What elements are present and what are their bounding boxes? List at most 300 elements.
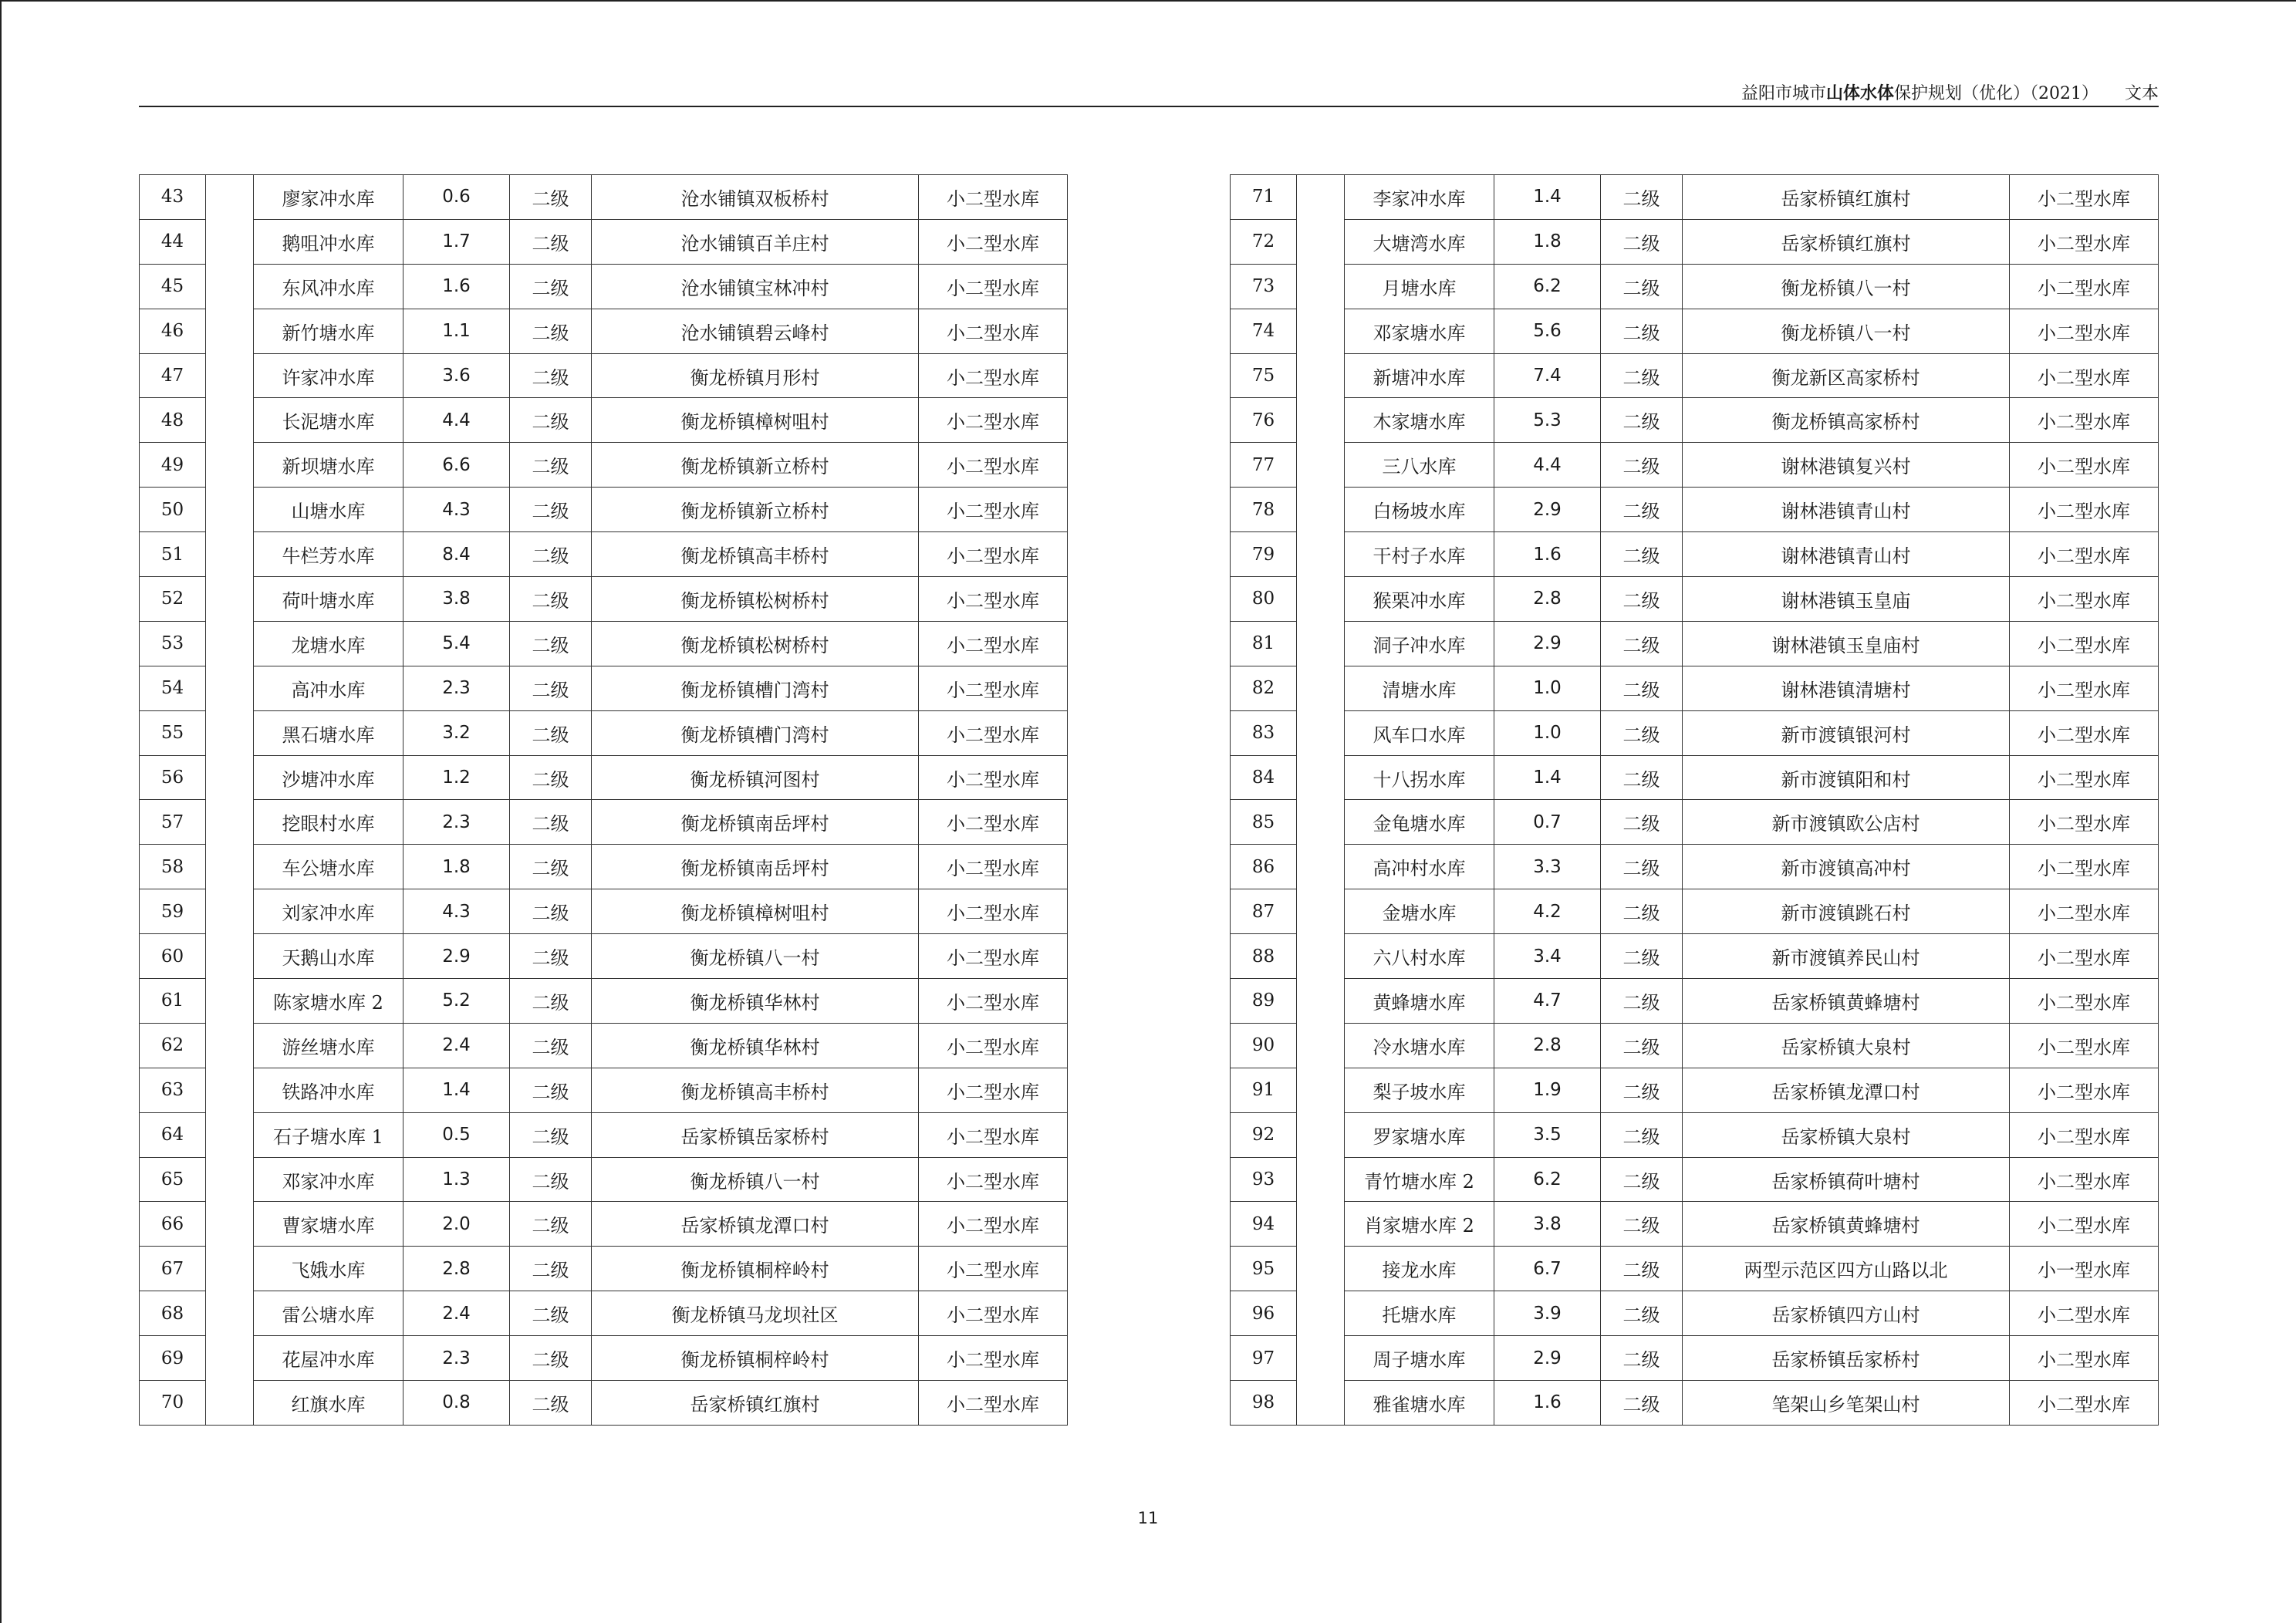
reservoir-name: 金塘水库 [1345,889,1494,934]
table-row [140,1381,1068,1426]
reservoir-type: 小二型水库 [919,1247,1068,1291]
reservoir-type: 小二型水库 [2010,309,2159,353]
row-index: 86 [1231,845,1297,889]
area-value: 6.7 [1494,1247,1601,1291]
reservoir-type: 小二型水库 [919,755,1068,800]
blank-cell [1297,845,1345,889]
reservoir-type: 小二型水库 [2010,1068,2159,1112]
reservoir-name: 雅雀塘水库 [1345,1381,1494,1426]
page-number: 11 [1137,1509,1159,1527]
table-row [140,577,1068,622]
area-value: 1.9 [1494,1068,1601,1112]
row-index: 77 [1231,443,1297,488]
table-row [1231,845,2159,889]
area-value: 2.8 [1494,577,1601,622]
row-index: 83 [1231,710,1297,755]
reservoir-name: 牛栏芳水库 [254,532,403,577]
protection-level: 二级 [1601,264,1683,309]
area-value: 2.9 [1494,488,1601,532]
blank-cell [206,621,254,666]
location: 新市渡镇阳和村 [1683,755,2010,800]
protection-level: 二级 [510,1157,592,1202]
row-index: 82 [1231,666,1297,710]
blank-cell [206,219,254,264]
location: 衡龙桥镇月形村 [592,353,919,398]
area-value: 1.8 [403,845,510,889]
area-value: 2.3 [403,666,510,710]
table-row [140,666,1068,710]
reservoir-name: 黄蜂塘水库 [1345,979,1494,1024]
reservoir-type: 小一型水库 [2010,1247,2159,1291]
reservoir-type: 小二型水库 [2010,1112,2159,1157]
reservoir-type: 小二型水库 [919,175,1068,220]
reservoir-type: 小二型水库 [919,845,1068,889]
row-index: 94 [1231,1202,1297,1247]
reservoir-type: 小二型水库 [919,532,1068,577]
table-row [140,934,1068,979]
blank-cell [1297,577,1345,622]
reservoir-type: 小二型水库 [919,710,1068,755]
table-row [1231,755,2159,800]
area-value: 5.2 [403,979,510,1024]
location: 衡龙桥镇槽门湾村 [592,710,919,755]
reservoir-type: 小二型水库 [919,1068,1068,1112]
blank-cell [206,979,254,1024]
reservoir-type: 小二型水库 [2010,1291,2159,1336]
row-index: 73 [1231,264,1297,309]
reservoir-name: 新塘冲水库 [1345,353,1494,398]
reservoir-type: 小二型水库 [919,219,1068,264]
row-index: 89 [1231,979,1297,1024]
reservoir-name: 梨子坡水库 [1345,1068,1494,1112]
reservoir-name: 廖家冲水库 [254,175,403,220]
reservoir-type: 小二型水库 [2010,219,2159,264]
header-title-suffix: 保护规划（优化）（2021） [1893,84,2098,103]
location: 岳家桥镇红旗村 [592,1381,919,1426]
location: 衡龙桥镇松树桥村 [592,577,919,622]
area-value: 4.3 [403,488,510,532]
location: 衡龙桥镇河图村 [592,755,919,800]
reservoir-name: 金龟塘水库 [1345,800,1494,845]
row-index: 64 [140,1112,206,1157]
table-row [1231,264,2159,309]
table-row [140,264,1068,309]
area-value: 3.5 [1494,1112,1601,1157]
location: 衡龙桥镇高家桥村 [1683,398,2010,443]
reservoir-table-left-body [140,175,1068,1426]
location: 谢林港镇玉皇庙 [1683,577,2010,622]
reservoir-name: 邓家塘水库 [1345,309,1494,353]
blank-cell [206,666,254,710]
area-value: 3.9 [1494,1291,1601,1336]
row-index: 76 [1231,398,1297,443]
reservoir-type: 小二型水库 [919,979,1068,1024]
area-value: 5.6 [1494,309,1601,353]
table-row [140,710,1068,755]
location: 岳家桥镇龙潭口村 [592,1202,919,1247]
area-value: 6.2 [1494,264,1601,309]
row-index: 58 [140,845,206,889]
table-row [140,353,1068,398]
reservoir-type: 小二型水库 [2010,845,2159,889]
document-header [139,80,2159,105]
row-index: 50 [140,488,206,532]
table-row [1231,934,2159,979]
table-row [140,1157,1068,1202]
reservoir-name: 冷水塘水库 [1345,1023,1494,1068]
blank-cell [206,264,254,309]
location: 新市渡镇欧公店村 [1683,800,2010,845]
blank-cell [1297,532,1345,577]
reservoir-type: 小二型水库 [2010,621,2159,666]
reservoir-type: 小二型水库 [2010,710,2159,755]
reservoir-name: 大塘湾水库 [1345,219,1494,264]
row-index: 74 [1231,309,1297,353]
row-index: 47 [140,353,206,398]
area-value: 4.2 [1494,889,1601,934]
protection-level: 二级 [510,309,592,353]
area-value: 1.7 [403,219,510,264]
blank-cell [206,1068,254,1112]
location: 岳家桥镇黄蜂塘村 [1683,979,2010,1024]
blank-cell [1297,309,1345,353]
table-row [1231,353,2159,398]
row-index: 97 [1231,1336,1297,1381]
reservoir-name: 车公塘水库 [254,845,403,889]
row-index: 92 [1231,1112,1297,1157]
location: 谢林港镇玉皇庙村 [1683,621,2010,666]
reservoir-name: 石子塘水库 1 [254,1112,403,1157]
table-row [140,532,1068,577]
blank-cell [1297,398,1345,443]
area-value: 1.4 [1494,175,1601,220]
reservoir-name: 铁路冲水库 [254,1068,403,1112]
reservoir-table-left [139,174,1068,1426]
location: 衡龙桥镇新立桥村 [592,488,919,532]
table-row [1231,1157,2159,1202]
protection-level: 二级 [1601,353,1683,398]
protection-level: 二级 [1601,398,1683,443]
row-index: 78 [1231,488,1297,532]
location: 沧水铺镇百羊庄村 [592,219,919,264]
protection-level: 二级 [510,800,592,845]
reservoir-name: 白杨坡水库 [1345,488,1494,532]
reservoir-type: 小二型水库 [919,398,1068,443]
blank-cell [206,175,254,220]
blank-cell [1297,979,1345,1024]
row-index: 51 [140,532,206,577]
table-row [1231,666,2159,710]
row-index: 46 [140,309,206,353]
reservoir-type: 小二型水库 [919,353,1068,398]
reservoir-table-right-body [1231,175,2159,1426]
row-index: 67 [140,1247,206,1291]
row-index: 56 [140,755,206,800]
blank-cell [1297,1202,1345,1247]
protection-level: 二级 [1601,219,1683,264]
table-row [1231,1291,2159,1336]
area-value: 2.8 [1494,1023,1601,1068]
reservoir-name: 荷叶塘水库 [254,577,403,622]
row-index: 53 [140,621,206,666]
table-row [140,621,1068,666]
table-row [140,755,1068,800]
protection-level: 二级 [1601,621,1683,666]
blank-cell [1297,710,1345,755]
location: 谢林港镇青山村 [1683,532,2010,577]
table-row [140,1068,1068,1112]
location: 新市渡镇养民山村 [1683,934,2010,979]
reservoir-name: 高冲村水库 [1345,845,1494,889]
protection-level: 二级 [510,889,592,934]
reservoir-name: 新坝塘水库 [254,443,403,488]
row-index: 66 [140,1202,206,1247]
reservoir-type: 小二型水库 [2010,800,2159,845]
reservoir-name: 肖家塘水库 2 [1345,1202,1494,1247]
reservoir-type: 小二型水库 [2010,532,2159,577]
protection-level: 二级 [510,443,592,488]
blank-cell [206,1247,254,1291]
location: 衡龙桥镇高丰桥村 [592,1068,919,1112]
table-row [1231,621,2159,666]
protection-level: 二级 [510,219,592,264]
table-row [140,889,1068,934]
reservoir-type: 小二型水库 [919,621,1068,666]
location: 岳家桥镇岳家桥村 [1683,1336,2010,1381]
reservoir-name: 天鹅山水库 [254,934,403,979]
row-index: 57 [140,800,206,845]
reservoir-type: 小二型水库 [919,1112,1068,1157]
table-row [140,845,1068,889]
reservoir-name: 月塘水库 [1345,264,1494,309]
reservoir-type: 小二型水库 [2010,934,2159,979]
row-index: 55 [140,710,206,755]
protection-level: 二级 [510,845,592,889]
reservoir-name: 沙塘冲水库 [254,755,403,800]
reservoir-name: 邓家冲水库 [254,1157,403,1202]
row-index: 70 [140,1381,206,1426]
location: 岳家桥镇黄蜂塘村 [1683,1202,2010,1247]
blank-cell [1297,889,1345,934]
area-value: 2.3 [403,1336,510,1381]
location: 衡龙桥镇松树桥村 [592,621,919,666]
location: 岳家桥镇红旗村 [1683,219,2010,264]
protection-level: 二级 [1601,488,1683,532]
protection-level: 二级 [1601,1068,1683,1112]
row-index: 95 [1231,1247,1297,1291]
row-index: 90 [1231,1023,1297,1068]
blank-cell [1297,1157,1345,1202]
row-index: 75 [1231,353,1297,398]
reservoir-type: 小二型水库 [919,443,1068,488]
reservoir-type: 小二型水库 [2010,175,2159,220]
row-index: 59 [140,889,206,934]
row-index: 71 [1231,175,1297,220]
table-row [140,309,1068,353]
reservoir-name: 干村子水库 [1345,532,1494,577]
table-row [1231,1247,2159,1291]
area-value: 1.3 [403,1157,510,1202]
reservoir-type: 小二型水库 [2010,398,2159,443]
blank-cell [206,353,254,398]
reservoir-name: 曹家塘水库 [254,1202,403,1247]
row-index: 96 [1231,1291,1297,1336]
reservoir-table-right [1230,174,2159,1426]
protection-level: 二级 [1601,1023,1683,1068]
reservoir-name: 新竹塘水库 [254,309,403,353]
reservoir-name: 长泥塘水库 [254,398,403,443]
reservoir-name: 猴栗冲水库 [1345,577,1494,622]
reservoir-name: 红旗水库 [254,1381,403,1426]
protection-level: 二级 [1601,309,1683,353]
area-value: 5.4 [403,621,510,666]
area-value: 2.4 [403,1291,510,1336]
reservoir-type: 小二型水库 [919,1381,1068,1426]
protection-level: 二级 [510,1381,592,1426]
blank-cell [206,309,254,353]
area-value: 1.6 [1494,532,1601,577]
table-row [1231,175,2159,220]
area-value: 1.0 [1494,710,1601,755]
location: 新市渡镇高冲村 [1683,845,2010,889]
blank-cell [206,443,254,488]
page-frame-top [0,0,2296,2]
location: 衡龙桥镇八一村 [1683,309,2010,353]
protection-level: 二级 [1601,979,1683,1024]
row-index: 44 [140,219,206,264]
reservoir-name: 挖眼村水库 [254,800,403,845]
table-row [1231,979,2159,1024]
reservoir-type: 小二型水库 [2010,1157,2159,1202]
reservoir-name: 清塘水库 [1345,666,1494,710]
location: 衡龙桥镇八一村 [592,1157,919,1202]
location: 谢林港镇清塘村 [1683,666,2010,710]
blank-cell [1297,219,1345,264]
row-index: 72 [1231,219,1297,264]
area-value: 2.9 [403,934,510,979]
protection-level: 二级 [510,666,592,710]
table-row [140,1336,1068,1381]
protection-level: 二级 [1601,1202,1683,1247]
row-index: 62 [140,1023,206,1068]
blank-cell [1297,1023,1345,1068]
protection-level: 二级 [510,398,592,443]
reservoir-type: 小二型水库 [2010,1381,2159,1426]
area-value: 1.4 [403,1068,510,1112]
row-index: 61 [140,979,206,1024]
location: 衡龙桥镇槽门湾村 [592,666,919,710]
table-row [140,1023,1068,1068]
reservoir-type: 小二型水库 [919,666,1068,710]
location: 新市渡镇跳石村 [1683,889,2010,934]
area-value: 2.4 [403,1023,510,1068]
blank-cell [206,1112,254,1157]
table-row [140,443,1068,488]
location: 衡龙桥镇八一村 [592,934,919,979]
protection-level: 二级 [510,1247,592,1291]
reservoir-type: 小二型水库 [919,1291,1068,1336]
blank-cell [1297,800,1345,845]
protection-level: 二级 [1601,755,1683,800]
reservoir-type: 小二型水库 [919,264,1068,309]
protection-level: 二级 [510,353,592,398]
area-value: 1.8 [1494,219,1601,264]
table-row [1231,889,2159,934]
location: 沧水铺镇宝林冲村 [592,264,919,309]
row-index: 85 [1231,800,1297,845]
reservoir-name: 李家冲水库 [1345,175,1494,220]
blank-cell [206,1157,254,1202]
location: 衡龙桥镇华林村 [592,1023,919,1068]
protection-level: 二级 [510,934,592,979]
blank-cell [1297,1381,1345,1426]
area-value: 2.8 [403,1247,510,1291]
reservoir-type: 小二型水库 [2010,755,2159,800]
reservoir-name: 罗家塘水库 [1345,1112,1494,1157]
reservoir-type: 小二型水库 [2010,1202,2159,1247]
area-value: 6.2 [1494,1157,1601,1202]
location: 岳家桥镇红旗村 [1683,175,2010,220]
table-row [140,1291,1068,1336]
location: 衡龙桥镇新立桥村 [592,443,919,488]
location: 岳家桥镇龙潭口村 [1683,1068,2010,1112]
table-row [1231,1023,2159,1068]
protection-level: 二级 [510,1112,592,1157]
protection-level: 二级 [510,755,592,800]
reservoir-name: 雷公塘水库 [254,1291,403,1336]
protection-level: 二级 [510,488,592,532]
reservoir-name: 风车口水库 [1345,710,1494,755]
area-value: 2.9 [1494,621,1601,666]
protection-level: 二级 [1601,1157,1683,1202]
reservoir-type: 小二型水库 [919,1157,1068,1202]
row-index: 65 [140,1157,206,1202]
protection-level: 二级 [510,1023,592,1068]
table-row [1231,577,2159,622]
blank-cell [1297,443,1345,488]
reservoir-name: 龙塘水库 [254,621,403,666]
blank-cell [1297,264,1345,309]
row-index: 69 [140,1336,206,1381]
reservoir-type: 小二型水库 [2010,353,2159,398]
table-row [1231,1068,2159,1112]
table-row [1231,488,2159,532]
protection-level: 二级 [510,1202,592,1247]
row-index: 93 [1231,1157,1297,1202]
blank-cell [206,398,254,443]
row-index: 80 [1231,577,1297,622]
row-index: 48 [140,398,206,443]
location: 岳家桥镇四方山村 [1683,1291,2010,1336]
location: 岳家桥镇大泉村 [1683,1023,2010,1068]
row-index: 81 [1231,621,1297,666]
reservoir-name: 刘家冲水库 [254,889,403,934]
reservoir-type: 小二型水库 [2010,577,2159,622]
blank-cell [206,1336,254,1381]
blank-cell [1297,1068,1345,1112]
protection-level: 二级 [510,979,592,1024]
reservoir-type: 小二型水库 [2010,1023,2159,1068]
blank-cell [206,1291,254,1336]
table-row [1231,398,2159,443]
location: 衡龙桥镇马龙坝社区 [592,1291,919,1336]
protection-level: 二级 [510,532,592,577]
reservoir-type: 小二型水库 [2010,979,2159,1024]
protection-level: 二级 [1601,934,1683,979]
blank-cell [1297,1247,1345,1291]
protection-level: 二级 [510,710,592,755]
table-row [1231,532,2159,577]
